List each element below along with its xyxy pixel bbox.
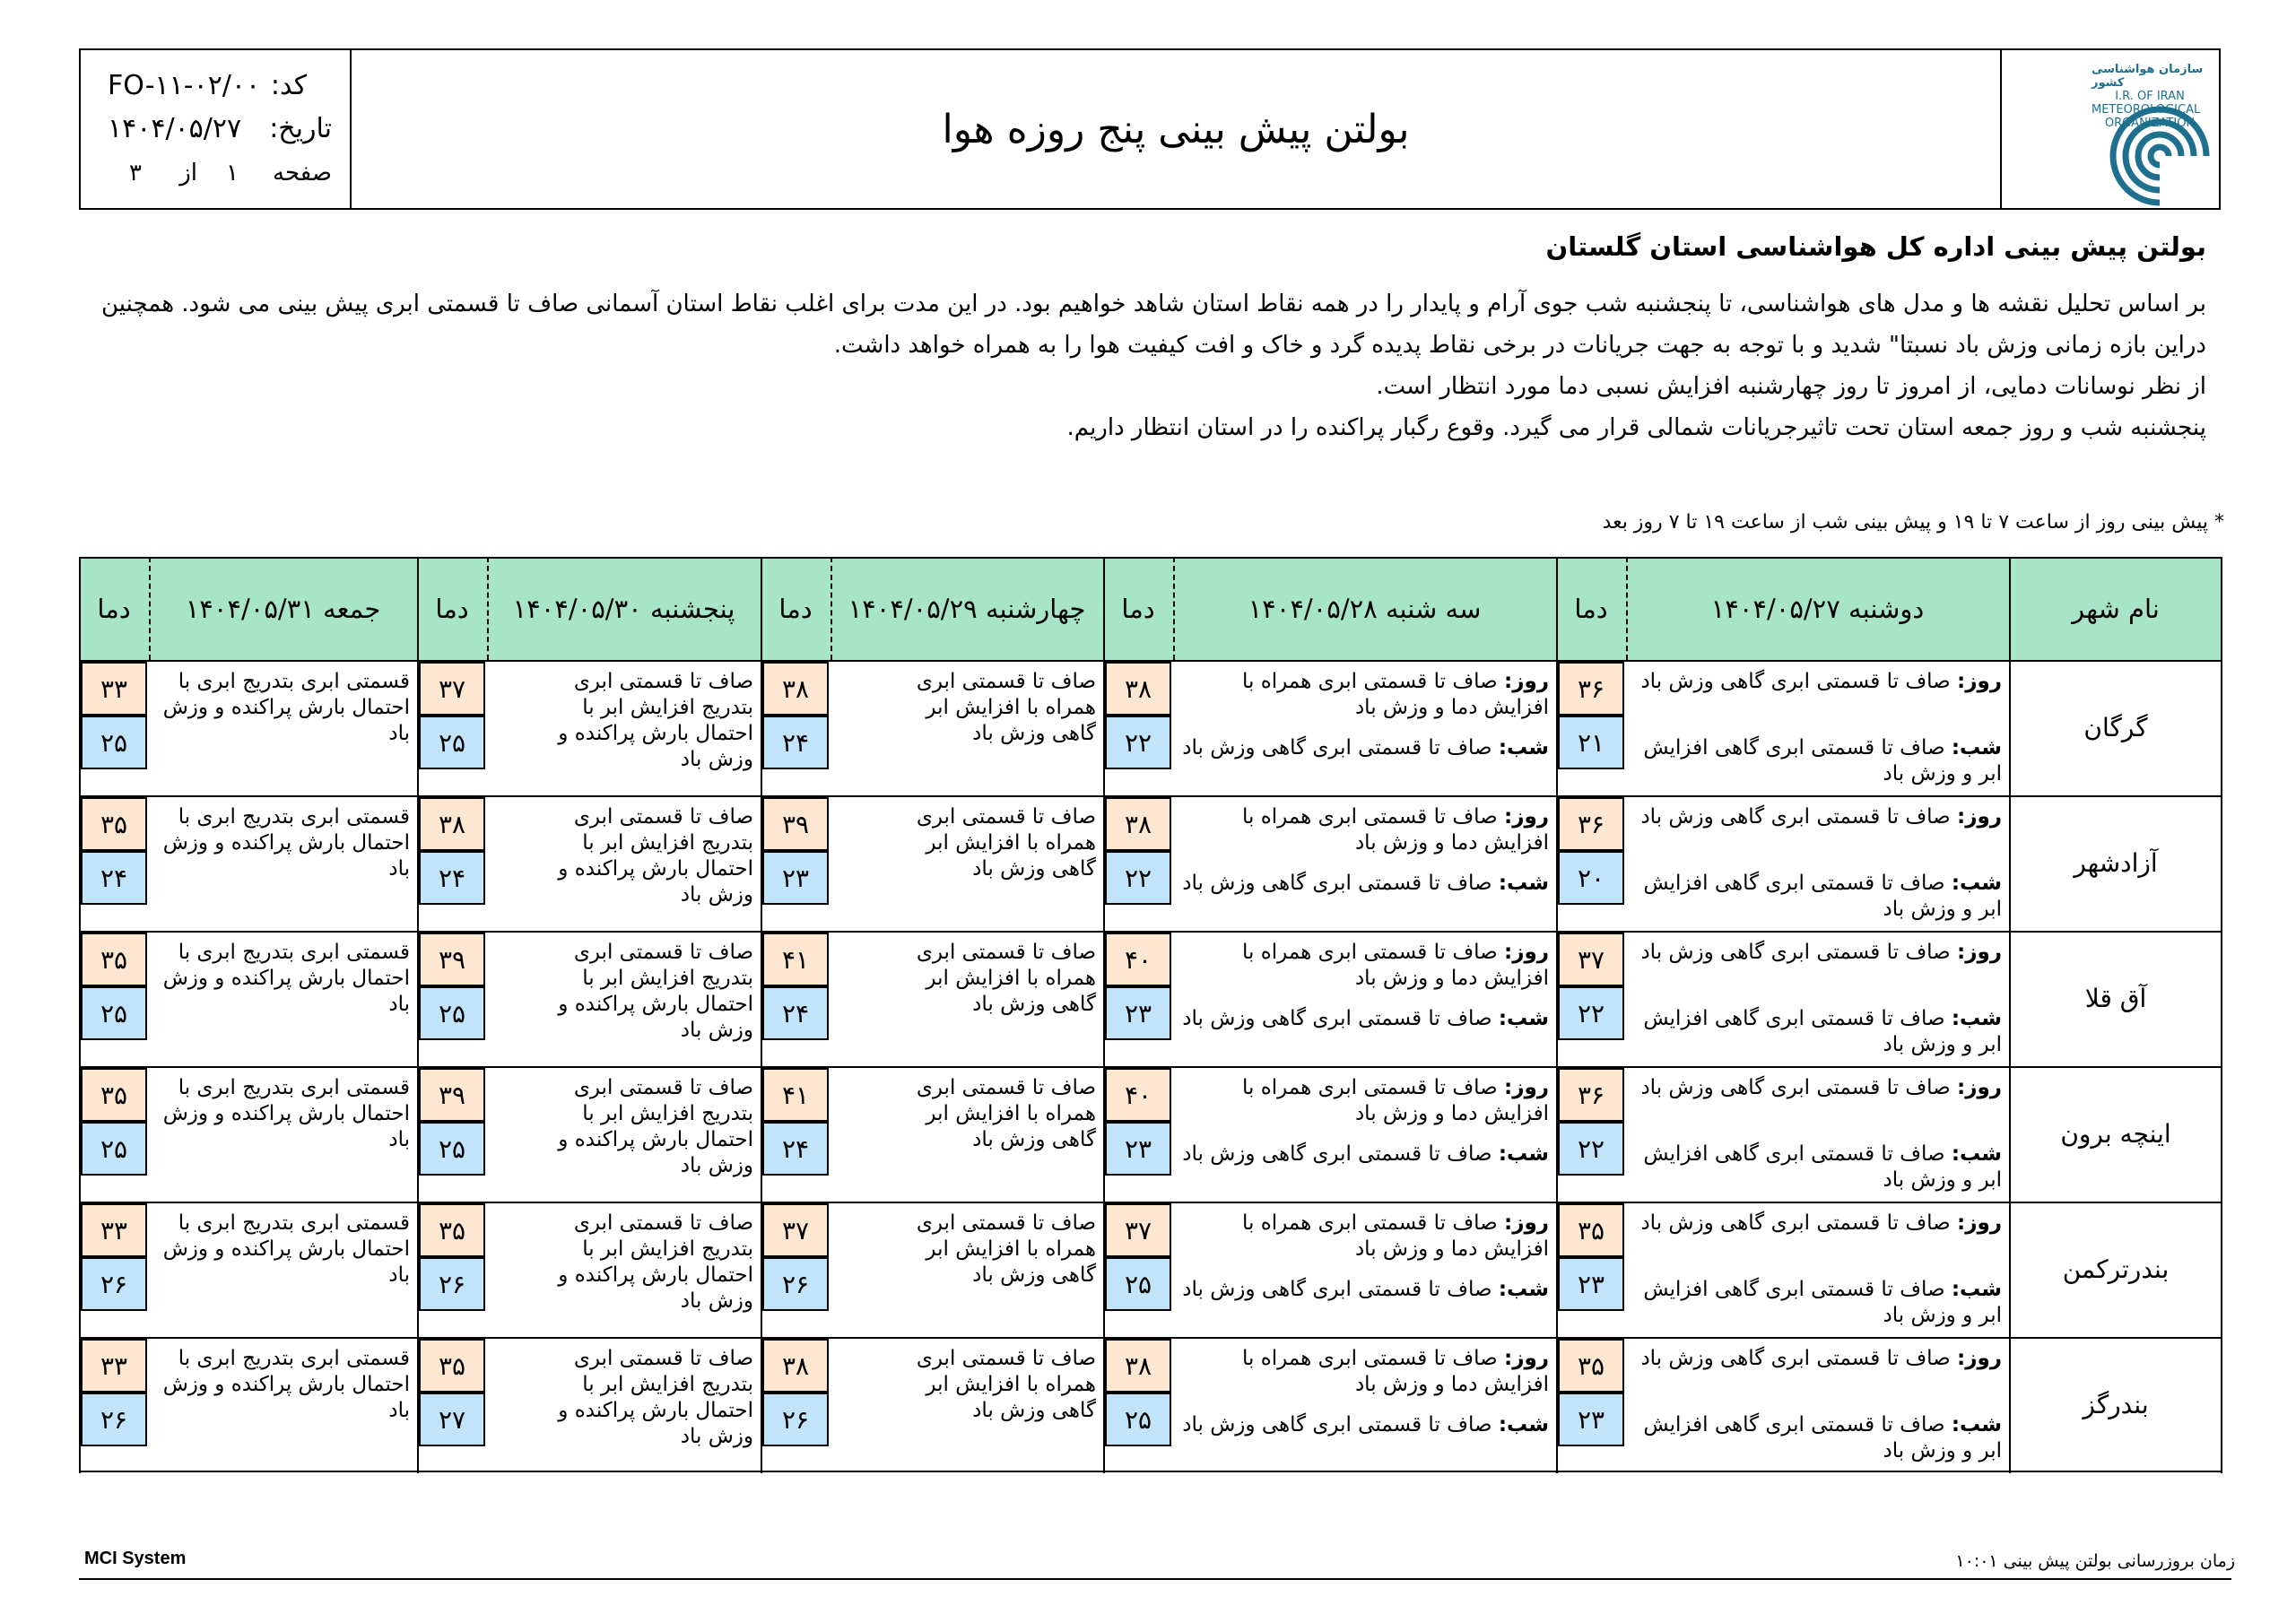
header-dashed-divider [831,557,832,660]
min-temperature-cell: ۲۶ [419,1257,485,1311]
header-dashed-divider [1173,557,1175,660]
day-condition [1631,804,2002,830]
max-temperature-cell: ۳۸ [1105,662,1171,716]
day-condition [1178,940,1549,992]
min-temperature-cell: ۲۶ [81,1257,147,1311]
day-column-header: چهارشنبه ۱۴۰۴/۰۵/۲۹ [848,593,1086,624]
night-condition-text: صاف تا قسمتی ابری گاهی وزش باد [1182,736,1492,759]
night-label: شب: [1951,1278,2002,1301]
day-condition-text: صاف تا قسمتی ابری گاهی وزش باد [1640,670,1951,693]
day-condition-text: صاف تا قسمتی ابری گاهی وزش باد [1640,1347,1951,1370]
max-temperature-cell: ۳۸ [762,662,829,716]
day-label: روز: [1957,670,2002,693]
day-label: روز: [1957,941,2002,964]
night-label: شب: [1951,1413,2002,1436]
min-temperature-cell: ۲۴ [762,1122,829,1176]
max-temperature-cell: ۴۰ [1105,1068,1171,1122]
min-temperature-cell: ۲۴ [81,851,147,905]
table-column-divider [761,557,762,1473]
day-label: روز: [1504,941,1549,964]
min-temperature-cell: ۲۱ [1558,716,1624,769]
page-current: ۱ [226,160,239,187]
temp-column-header: دما [778,593,813,624]
night-condition [1631,1141,2002,1193]
logo-spiral-icon [2106,77,2213,212]
max-temperature-cell: ۳۳ [81,1203,147,1257]
forecast-condition: صاف تا قسمتی ابری بتدریج افزایش ابر با احتمال بارش پراکنده و وزش باد [558,1347,753,1448]
min-temperature-cell: ۲۴ [762,716,829,769]
min-temperature-cell: ۲۴ [762,986,829,1040]
night-condition-text: صاف تا قسمتی ابری گاهی افزایش ابر و وزش باد [1643,1278,2002,1327]
day-condition [1178,669,1549,721]
max-temperature-cell: ۳۹ [762,797,829,851]
max-temperature-cell: ۳۸ [419,797,485,851]
day-condition-text: صاف تا قسمتی ابری گاهی وزش باد [1640,941,1951,964]
day-condition [1178,1211,1549,1263]
max-temperature-cell: ۳۵ [81,933,147,986]
forecast-condition: صاف تا قسمتی ابری بتدریج افزایش ابر با احتمال بارش پراکنده و وزش باد [558,670,753,771]
table-row-divider [79,1337,2222,1339]
night-condition-text: صاف تا قسمتی ابری گاهی وزش باد [1182,1007,1492,1030]
table-column-divider [417,557,419,1473]
day-label: روز: [1504,1076,1549,1099]
forecast-condition: صاف تا قسمتی ابری همراه با افزایش ابر گاهی وزش باد [916,1347,1096,1422]
temp-column-header: دما [97,593,131,624]
forecast-paragraph: پنجشنبه شب و روز جمعه استان تحت تاثیرجریانات شمالی قرار می گیرد. وقوع رگبار پراکنده را در استان انتظار داریم. [1066,414,2206,441]
night-condition [1178,871,1549,897]
city-name: آق قلا [2084,984,2147,1013]
night-label: شب: [1951,872,2002,895]
day-condition [1178,1346,1549,1398]
city-name: اینچه برون [2060,1119,2171,1149]
table-column-divider [79,557,81,1473]
min-temperature-cell: ۲۵ [81,716,147,769]
day-label: روز: [1957,1347,2002,1370]
day-column-header: پنجشنبه ۱۴۰۴/۰۵/۳۰ [512,593,735,624]
night-condition [1178,1412,1549,1438]
night-condition-text: صاف تا قسمتی ابری گاهی وزش باد [1182,872,1492,895]
day-condition-text: صاف تا قسمتی ابری همراه با افزایش دما و وزش باد [1241,670,1549,719]
day-condition [1178,1075,1549,1127]
logo-english-line: ORGANIZATION [2104,117,2196,130]
footer-system-name: MCI System [84,1549,187,1568]
day-label: روز: [1504,1211,1549,1235]
day-condition-text: صاف تا قسمتی ابری همراه با افزایش دما و وزش باد [1241,1347,1549,1396]
night-condition [1178,1141,1549,1167]
night-condition [1178,735,1549,761]
max-temperature-cell: ۳۳ [81,662,147,716]
day-condition-text: صاف تا قسمتی ابری همراه با افزایش دما و وزش باد [1241,805,1549,855]
forecast-table [79,557,2222,1473]
forecast-condition: صاف تا قسمتی ابری همراه با افزایش ابر گاهی وزش باد [916,941,1096,1016]
city-column-header: نام شهر [2072,593,2160,624]
day-condition-text: صاف تا قسمتی ابری گاهی وزش باد [1640,1076,1951,1099]
night-condition-text: صاف تا قسمتی ابری گاهی افزایش ابر و وزش باد [1643,1142,2002,1192]
max-temperature-cell: ۳۵ [81,1068,147,1122]
forecast-condition: صاف تا قسمتی ابری بتدریج افزایش ابر با احتمال بارش پراکنده و وزش باد [558,1076,753,1177]
temp-column-header: دما [1121,593,1155,624]
day-condition-text: صاف تا قسمتی ابری همراه با افزایش دما و وزش باد [1241,941,1549,990]
min-temperature-cell: ۲۴ [419,851,485,905]
logo-english-line: I.R. OF IRAN [2115,90,2185,103]
table-row-divider [79,1202,2222,1203]
max-temperature-cell: ۳۵ [419,1339,485,1393]
max-temperature-cell: ۳۷ [1105,1203,1171,1257]
night-label: شب: [1498,1278,1549,1301]
footer-divider [79,1578,2231,1580]
max-temperature-cell: ۳۶ [1558,662,1624,716]
min-temperature-cell: ۲۵ [419,986,485,1040]
header-dashed-divider [487,557,489,660]
table-row-divider [79,795,2222,797]
day-label: روز: [1504,805,1549,829]
forecast-condition: قسمتی ابری بتدریج ابری با احتمال بارش پراکنده و وزش باد [162,1211,410,1287]
max-temperature-cell: ۳۵ [1558,1203,1624,1257]
night-label: شب: [1951,1142,2002,1166]
day-label: روز: [1957,1211,2002,1235]
table-row-divider [79,1471,2222,1472]
min-temperature-cell: ۲۲ [1105,851,1171,905]
min-temperature-cell: ۲۳ [1105,986,1171,1040]
bulletin-heading: بولتن پیش بینی اداره کل هواشناسی استان گلستان [1545,231,2206,262]
max-temperature-cell: ۳۵ [1558,1339,1624,1393]
min-temperature-cell: ۲۵ [1105,1393,1171,1446]
night-condition [1631,871,2002,923]
night-label: شب: [1498,1007,1549,1030]
city-name: بندرگز [2083,1390,2149,1419]
day-condition [1631,1346,2002,1372]
min-temperature-cell: ۲۳ [1558,1257,1624,1311]
day-condition-text: صاف تا قسمتی ابری گاهی وزش باد [1640,805,1951,829]
forecast-condition: قسمتی ابری بتدریج ابری با احتمال بارش پراکنده و وزش باد [162,941,410,1016]
city-name: آزادشهر [2074,848,2158,878]
night-condition-text: صاف تا قسمتی ابری گاهی وزش باد [1182,1142,1492,1166]
max-temperature-cell: ۳۹ [419,933,485,986]
night-label: شب: [1498,872,1549,895]
document-header [79,48,2221,210]
max-temperature-cell: ۴۰ [1105,933,1171,986]
day-condition-text: صاف تا قسمتی ابری همراه با افزایش دما و وزش باد [1241,1211,1549,1261]
footer-update-time: زمان بروزرسانی بولتن پیش بینی ۱۰:۰۱ [1955,1551,2235,1571]
meteorological-organization-logo [2000,50,2219,208]
night-label: شب: [1498,736,1549,759]
max-temperature-cell: ۳۳ [81,1339,147,1393]
logo-english-line: METEOROLOGICAL [2092,103,2201,117]
min-temperature-cell: ۲۶ [762,1393,829,1446]
forecast-condition: صاف تا قسمتی ابری همراه با افزایش ابر گاهی وزش باد [916,1211,1096,1287]
min-temperature-cell: ۲۶ [762,1257,829,1311]
forecast-condition: صاف تا قسمتی ابری همراه با افزایش ابر گاهی وزش باد [916,1076,1096,1151]
forecast-condition: قسمتی ابری بتدریج ابری با احتمال بارش پراکنده و وزش باد [162,805,410,881]
night-condition [1178,1006,1549,1032]
day-label: روز: [1957,805,2002,829]
forecast-paragraph: از نظر نوسانات دمایی، از امروز تا روز چهارشنبه افزایش نسبی دما مورد انتظار است. [1376,373,2206,400]
day-label: روز: [1957,1076,2002,1099]
forecast-condition: صاف تا قسمتی ابری بتدریج افزایش ابر با احتمال بارش پراکنده و وزش باد [558,1211,753,1313]
night-condition [1631,735,2002,787]
forecast-condition: صاف تا قسمتی ابری بتدریج افزایش ابر با احتمال بارش پراکنده و وزش باد [558,805,753,907]
night-label: شب: [1498,1142,1549,1166]
night-label: شب: [1951,1007,2002,1030]
header-dashed-divider [1626,557,1628,660]
forecast-paragraph: بر اساس تحلیل نقشه ها و مدل های هواشناسی، تا پنجشنبه شب جوی آرام و پایدار را در همه نقاط استان شاهد خواهیم بود. در این مدت برای اغلب نقاط استان آسمانی صاف تا قسمتی ابری پیش بینی می شود. همچنین [101,291,2206,317]
night-condition [1631,1006,2002,1058]
min-temperature-cell: ۲۶ [81,1393,147,1446]
night-condition-text: صاف تا قسمتی ابری گاهی وزش باد [1182,1413,1492,1436]
day-condition [1631,940,2002,966]
min-temperature-cell: ۲۵ [419,1122,485,1176]
forecast-condition: قسمتی ابری بتدریج ابری با احتمال بارش پراکنده و وزش باد [162,670,410,745]
night-condition-text: صاف تا قسمتی ابری گاهی افزایش ابر و وزش باد [1643,872,2002,921]
forecast-paragraph: دراین بازه زمانی وزش باد نسبتا" شدید و با توجه به جهت جریانات در برخی نقاط پدیده گرد و خاک و افت کیفیت هوا را به همراه خواهد داشت. [833,332,2206,359]
min-temperature-cell: ۲۲ [1558,986,1624,1040]
min-temperature-cell: ۲۳ [1558,1393,1624,1446]
max-temperature-cell: ۳۵ [81,797,147,851]
max-temperature-cell: ۳۶ [1558,797,1624,851]
max-temperature-cell: ۳۶ [1558,1068,1624,1122]
night-condition [1631,1277,2002,1329]
page-label: صفحه [273,160,332,187]
max-temperature-cell: ۳۸ [1105,1339,1171,1393]
night-condition-text: صاف تا قسمتی ابری گاهی افزایش ابر و وزش باد [1643,1007,2002,1056]
table-row-divider [79,660,2222,662]
table-column-divider [1556,557,1558,1473]
forecast-condition: صاف تا قسمتی ابری همراه با افزایش ابر گاهی وزش باد [916,805,1096,881]
max-temperature-cell: ۳۷ [419,662,485,716]
night-condition-text: صاف تا قسمتی ابری گاهی وزش باد [1182,1278,1492,1301]
day-condition [1631,1075,2002,1101]
day-label: روز: [1504,670,1549,693]
min-temperature-cell: ۲۰ [1558,851,1624,905]
code-label: کد: [270,70,307,101]
day-condition [1178,804,1549,856]
forecast-condition: قسمتی ابری بتدریج ابری با احتمال بارش پراکنده و وزش باد [162,1076,410,1151]
time-range-note: * پیش بینی روز از ساعت ۷ تا ۱۹ و پیش بینی شب از ساعت ۱۹ تا ۷ روز بعد [1602,511,2224,534]
min-temperature-cell: ۲۵ [419,716,485,769]
max-temperature-cell: ۳۷ [1558,933,1624,986]
city-name: گرگان [2083,713,2148,742]
day-condition [1631,669,2002,695]
table-column-divider [2009,557,2011,1473]
max-temperature-cell: ۳۵ [419,1203,485,1257]
day-label: روز: [1504,1347,1549,1370]
night-condition-text: صاف تا قسمتی ابری گاهی افزایش ابر و وزش باد [1643,1413,2002,1462]
night-label: شب: [1498,1413,1549,1436]
date-value: ۱۴۰۴/۰۵/۲۷ [108,113,242,144]
date-label: تاریخ: [269,113,332,144]
document-title: بولتن پیش بینی پنج روزه هوا [942,106,1410,152]
night-condition-text: صاف تا قسمتی ابری گاهی افزایش ابر و وزش باد [1643,736,2002,785]
code-value: FO-۱۱-۰۲/۰۰ [108,70,261,101]
max-temperature-cell: ۳۸ [762,1339,829,1393]
document-meta [81,50,352,208]
day-condition-text: صاف تا قسمتی ابری همراه با افزایش دما و وزش باد [1241,1076,1549,1125]
table-row-divider [79,931,2222,933]
table-row-divider [79,1066,2222,1068]
header-dashed-divider [149,557,151,660]
min-temperature-cell: ۲۲ [1558,1122,1624,1176]
min-temperature-cell: ۲۵ [1105,1257,1171,1311]
day-condition-text: صاف تا قسمتی ابری گاهی وزش باد [1640,1211,1951,1235]
max-temperature-cell: ۳۸ [1105,797,1171,851]
temp-column-header: دما [435,593,469,624]
max-temperature-cell: ۴۱ [762,933,829,986]
min-temperature-cell: ۲۵ [81,1122,147,1176]
max-temperature-cell: ۴۱ [762,1068,829,1122]
logo-persian-name: سازمان هواشناسی کشور [2092,63,2204,90]
forecast-condition: صاف تا قسمتی ابری همراه با افزایش ابر گاهی وزش باد [916,670,1096,745]
min-temperature-cell: ۲۵ [81,986,147,1040]
night-condition [1631,1412,2002,1464]
max-temperature-cell: ۳۷ [762,1203,829,1257]
temp-column-header: دما [1574,593,1608,624]
day-column-header: سه شنبه ۱۴۰۴/۰۵/۲۸ [1248,593,1482,624]
min-temperature-cell: ۲۳ [762,851,829,905]
page-total: ۳ [129,160,142,187]
min-temperature-cell: ۲۷ [419,1393,485,1446]
night-label: شب: [1951,736,2002,759]
night-condition [1178,1277,1549,1303]
forecast-condition: صاف تا قسمتی ابری بتدریج افزایش ابر با احتمال بارش پراکنده و وزش باد [558,941,753,1042]
min-temperature-cell: ۲۳ [1105,1122,1171,1176]
table-column-divider [1103,557,1105,1473]
day-condition [1631,1211,2002,1237]
day-column-header: دوشنبه ۱۴۰۴/۰۵/۲۷ [1710,593,1925,624]
page-of: از [179,160,197,187]
city-name: بندرترکمن [2062,1254,2170,1284]
day-column-header: جمعه ۱۴۰۴/۰۵/۳۱ [185,593,381,624]
max-temperature-cell: ۳۹ [419,1068,485,1122]
table-column-divider [2221,557,2222,1473]
min-temperature-cell: ۲۲ [1105,716,1171,769]
table-row-divider [79,557,2222,559]
forecast-condition: قسمتی ابری بتدریج ابری با احتمال بارش پراکنده و وزش باد [162,1347,410,1422]
